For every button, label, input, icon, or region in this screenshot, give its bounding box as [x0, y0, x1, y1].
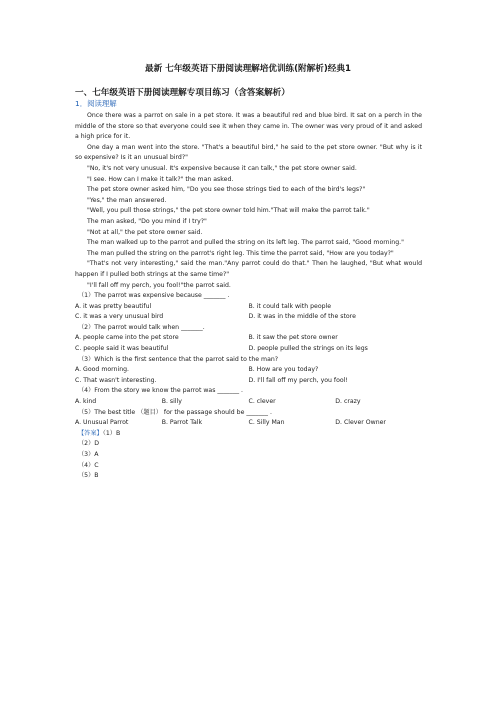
option-d: D. crazy — [335, 398, 361, 406]
passage-paragraph: Once there was a parrot on sale in a pet store. It was a beautiful red and blue bird. It sat on a perch in the middle of the store so that everyone could see it when they came in. The owner was very proud of it and asked a high price for it. — [75, 112, 422, 141]
option-c: C. clever — [248, 398, 276, 406]
question-number: 1．阅读理解 — [75, 99, 117, 108]
question-options — [75, 333, 422, 344]
document-title: 最新 七年级英语下册阅读理解培优训练(附解析)经典1 — [145, 64, 351, 74]
option-a: A. Good morning. — [75, 366, 130, 374]
option-c: C. it was a very unusual bird — [75, 313, 164, 321]
option-c: C. people said it was beautiful — [75, 345, 169, 353]
section-heading: 一、七年级英语下册阅读理解专项目练习（含答案解析） — [75, 88, 290, 98]
passage-paragraph: "Well, you pull those strings," the pet store owner told him."That will make the parrot talk." — [87, 207, 370, 215]
option-a: A. people came into the pet store — [75, 334, 179, 342]
option-a: A. kind — [75, 398, 97, 406]
answer-line: （3）A — [78, 451, 99, 458]
question-stem: （1）The parrot was expensive because _______ . — [78, 292, 230, 300]
option-d: D. people pulled the strings on its legs — [248, 345, 368, 353]
option-b: B. How are you today? — [248, 366, 319, 374]
option-a: A. it was pretty beautiful — [75, 302, 152, 310]
passage-paragraph: The man walked up to the parrot and pulled the string on its left leg. The parrot said, "Good morning." — [87, 239, 404, 247]
passage-paragraph: The man pulled the string on the parrot's right leg. This time the parrot said, "How are you today?" — [87, 249, 394, 257]
question-options — [75, 418, 422, 429]
question-options — [75, 312, 422, 323]
passage-paragraph: The man asked, "Do you mind if I try?" — [87, 217, 207, 225]
document-body — [75, 111, 422, 482]
passage-paragraph: One day a man went into the store. "That's a beautiful bird," he said to the pet store owner. "But why is it so expensive? Is it an unusual bird?" — [75, 143, 422, 162]
answer-line: （2）D — [78, 440, 100, 448]
question-stem: （4）From the story we know the parrot was _______ . — [78, 387, 243, 395]
option-d: D. it was in the middle of the store — [248, 313, 356, 321]
option-a: A. Unusual Parrot — [75, 419, 129, 427]
option-b: B. it could talk with people — [248, 302, 332, 310]
answer-line: （5）B — [78, 472, 99, 480]
passage-paragraph: "I'll fall off my perch, you fool!"the parrot said. — [87, 281, 231, 289]
question-stem: （5）The best title （题目） for the passage should be _______ . — [78, 408, 272, 416]
option-b: B. silly — [161, 398, 182, 406]
question-options — [75, 344, 422, 355]
option-c: C. Silly Man — [248, 419, 285, 427]
option-c: C. That wasn't interesting. — [75, 376, 157, 384]
passage-paragraph: "I see. How can I make it talk?" the man asked. — [87, 175, 234, 183]
answer-tag: 【答案】 — [78, 429, 103, 437]
question-stem: （3）Which is the first sentence that the parrot said to the man? — [78, 355, 279, 363]
passage-paragraph: The pet store owner asked him, "Do you see those strings tied to each of the bird's legs?" — [87, 186, 366, 194]
option-d: D. I'll fall off my perch, you fool! — [248, 376, 348, 384]
question-options — [75, 365, 422, 376]
option-b: B. it saw the pet store owner — [248, 334, 338, 342]
passage-paragraph: "That's not very interesting," said the man."Any parrot could do that." Then he laughed, "But what would happen if I pulled both strings at the same time?" — [75, 260, 422, 278]
answer-line: （4）C — [78, 461, 99, 469]
question-options — [75, 376, 422, 387]
question-options — [75, 302, 422, 313]
passage-paragraph: "Yes," the man answered. — [87, 196, 167, 204]
answer-line — [75, 429, 422, 440]
passage-paragraph: "Not at all," the pet store owner said. — [87, 228, 203, 236]
answer-item: （1）B — [102, 429, 121, 437]
option-b: B. Parrot Talk — [161, 419, 203, 427]
passage-paragraph: "No, it's not very unusual. It's expensive because it can talk," the pet store owner said. — [87, 164, 357, 172]
question-stem: （2）The parrot would talk when _______. — [78, 323, 205, 331]
question-options — [75, 397, 422, 408]
option-d: D. Clever Owner — [335, 419, 386, 427]
